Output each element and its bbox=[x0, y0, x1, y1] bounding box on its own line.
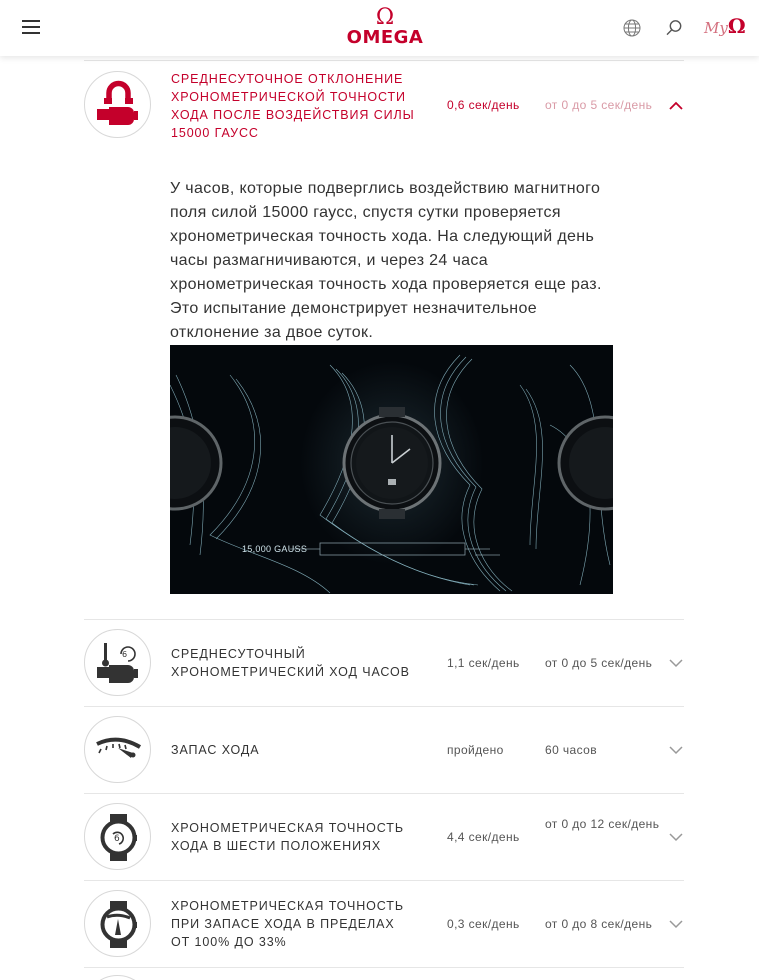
logo-text: OMEGA bbox=[346, 27, 424, 48]
test-result: 1,1 сек/день bbox=[447, 656, 520, 670]
globe-icon[interactable] bbox=[622, 18, 642, 38]
divider bbox=[84, 880, 684, 881]
test-row-power-reserve[interactable] bbox=[84, 715, 684, 785]
six-positions-watch-icon bbox=[84, 803, 151, 870]
test-title: СРЕДНЕСУТОЧНЫЙ ХРОНОМЕТРИЧЕСКИЙ ХОД ЧАСОВ bbox=[171, 647, 410, 679]
divider bbox=[84, 60, 684, 61]
search-icon[interactable] bbox=[664, 18, 684, 38]
test-norm: от 0 до 5 сек/день bbox=[545, 656, 653, 670]
svg-text:6: 6 bbox=[122, 650, 128, 659]
test-title: ЗАПАС ХОДА bbox=[171, 743, 260, 757]
svg-text:6: 6 bbox=[114, 834, 120, 844]
divider bbox=[84, 967, 684, 968]
thermometer-watch-icon bbox=[84, 629, 151, 696]
test-norm: от 0 до 8 сек/день bbox=[545, 917, 653, 931]
test-norm: от 0 до 12 сек/день bbox=[545, 817, 660, 831]
site-header bbox=[0, 0, 759, 56]
test-video[interactable] bbox=[170, 345, 613, 594]
divider bbox=[84, 706, 684, 707]
omega-logo[interactable] bbox=[344, 5, 426, 50]
chevron-down-icon[interactable] bbox=[668, 919, 684, 929]
video-caption: 15,000 GAUSS bbox=[242, 544, 308, 554]
my-omega-account-link[interactable] bbox=[704, 14, 746, 40]
power-reserve-gauge-icon bbox=[84, 716, 151, 783]
magnet-watch-icon bbox=[84, 71, 151, 138]
test-title: СРЕДНЕСУТОЧНОЕ ОТКЛОНЕНИЕ ХРОНОМЕТРИЧЕСКОЙ ТОЧНОСТИ ХОДА ПОСЛЕ ВОЗДЕЙСТВИЯ СИЛЫ 15000 ГАУСС bbox=[171, 72, 415, 140]
test-norm: 60 часов bbox=[545, 743, 597, 757]
test-result: 4,4 сек/день bbox=[447, 830, 520, 844]
test-result: пройдено bbox=[447, 743, 504, 757]
chevron-down-icon[interactable] bbox=[668, 745, 684, 755]
logo-symbol: Ω bbox=[375, 5, 395, 30]
divider bbox=[84, 793, 684, 794]
my-omega-symbol: Ω bbox=[727, 14, 746, 38]
test-description: У часов, которые подверглись воздействию магнитного поля силой 15000 гаусс, спустя сутки проверяется хронометрическая точность хода. На следующий день часы размагничиваются, и через 24 часа хронометрическая точность хода проверяется еще раз. Это испытание демонстрирует незначительное отклонение за двое суток. bbox=[170, 180, 602, 341]
test-row-daily-rate[interactable] bbox=[84, 628, 684, 698]
test-result: 0,6 сек/день bbox=[447, 98, 520, 112]
my-omega-my-label: My bbox=[704, 19, 728, 37]
test-norm: от 0 до 5 сек/день bbox=[545, 98, 653, 112]
test-row-six-positions[interactable] bbox=[84, 802, 684, 872]
chevron-up-icon[interactable] bbox=[668, 101, 684, 111]
test-row-reserve-precision[interactable] bbox=[84, 889, 684, 959]
chevron-down-icon[interactable] bbox=[668, 832, 684, 842]
next-test-icon bbox=[84, 975, 151, 980]
test-result: 0,3 сек/день bbox=[447, 917, 520, 931]
watch-reserve-hand-icon bbox=[84, 890, 151, 957]
test-title: ХРОНОМЕТРИЧЕСКАЯ ТОЧНОСТЬ ХОДА В ШЕСТИ ПОЛОЖЕНИЯХ bbox=[171, 821, 404, 853]
chevron-down-icon[interactable] bbox=[668, 658, 684, 668]
divider bbox=[84, 619, 684, 620]
test-row-magnetic-expanded[interactable] bbox=[84, 70, 684, 142]
test-title: ХРОНОМЕТРИЧЕСКАЯ ТОЧНОСТЬ ПРИ ЗАПАСЕ ХОДА В ПРЕДЕЛАХ ОТ 100% ДО 33% bbox=[171, 899, 404, 949]
menu-icon[interactable] bbox=[22, 19, 40, 35]
